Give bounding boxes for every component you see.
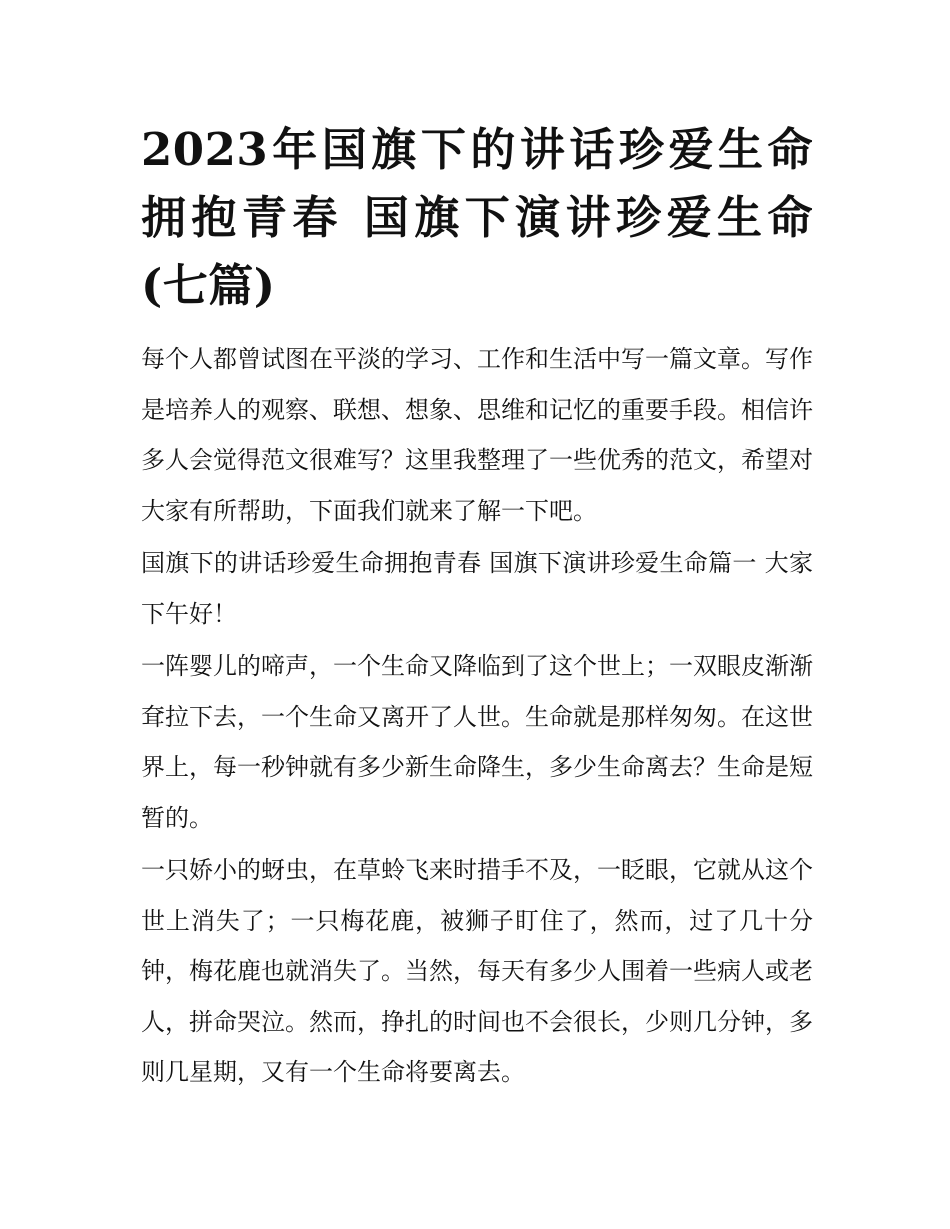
paragraph-intro: 每个人都曾试图在平淡的学习、工作和生活中写一篇文章。写作是培养人的观察、联想、想象、思维和记忆的重要手段。相信许多人会觉得范文很难写？这里我整理了一些优秀的范文，希望对大家有所帮助，下面我们就来了解一下吧。 <box>141 345 813 525</box>
paragraph-section-heading: 国旗下的讲话珍爱生命拥抱青春 国旗下演讲珍爱生命篇一 大家下午好！ <box>141 549 813 628</box>
paragraph-body-2: 一只娇小的蚜虫，在草蛉飞来时措手不及，一眨眼，它就从这个世上消失了；一只梅花鹿，被狮子盯住了，然而，过了几十分钟，梅花鹿也就消失了。当然，每天有多少人围着一些病人或老人，拼命哭泣。然而，挣扎的时间也不会很长，少则几分钟，多则几星期，又有一个生命将要离去。 <box>141 856 813 1086</box>
document-title: 2023年国旗下的讲话珍爱生命拥抱青春 国旗下演讲珍爱生命(七篇) <box>141 123 813 312</box>
document-body <box>141 116 813 1100</box>
paragraph-body-1: 一阵婴儿的啼声，一个生命又降临到了这个世上；一双眼皮渐渐耷拉下去，一个生命又离开了人世。生命就是那样匆匆。在这世界上，每一秒钟就有多少新生命降生，多少生命离去？生命是短暂的。 <box>141 652 813 832</box>
